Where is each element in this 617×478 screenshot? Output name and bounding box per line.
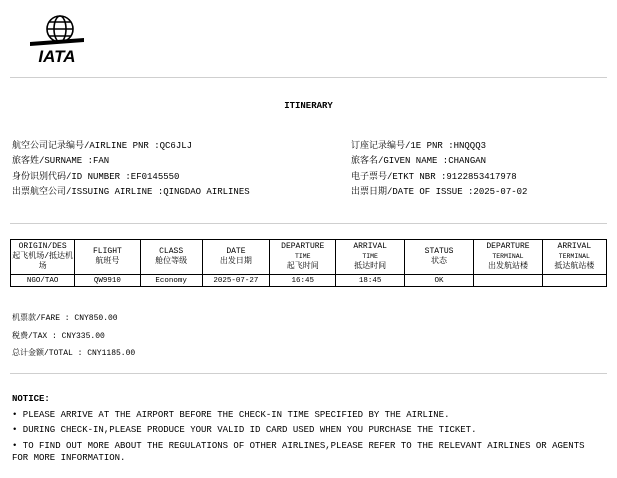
- cell-status: OK: [404, 275, 473, 287]
- cell-class: Economy: [140, 275, 202, 287]
- etkt-number: 电子票号/ETKT NBR :9122853417978: [351, 171, 517, 182]
- given-name: 旅客名/GIVEN NAME :CHANGAN: [351, 156, 487, 167]
- airline-pnr: 航空公司记录编号/AIRLINE PNR :QC6JLJ: [12, 141, 193, 151]
- col-status: STATUS 状态: [404, 240, 473, 275]
- col-flight: FLIGHT 航班号: [75, 240, 140, 275]
- notice-section: [12, 394, 602, 463]
- cell-date: 2025-07-27: [202, 275, 269, 287]
- notice-item: • TO FIND OUT MORE ABOUT THE REGULATIONS OF OTHER AIRLINES,PLEASE REFER TO THE RELEVANT AIRLINES OR AGENTS FOR MORE INFORMATION.: [12, 441, 585, 463]
- cell-origin-des: NGO/TAO: [11, 275, 75, 287]
- cell-departure-time: 16:45: [270, 275, 336, 287]
- table-header-row: [11, 240, 607, 275]
- issuing-airline: 出票航空公司/ISSUING AIRLINE :QINGDAO AIRLINES: [12, 186, 250, 197]
- table-row: [11, 275, 607, 287]
- passenger-info-right: [351, 139, 527, 200]
- col-departure-time: DEPARTURE TIME 起飞时间: [270, 240, 336, 275]
- divider-top: [10, 77, 607, 78]
- col-date: DATE 出发日期: [202, 240, 269, 275]
- document-title: ITINERARY: [284, 101, 333, 111]
- passenger-info-left: [12, 139, 250, 200]
- fare-summary: [12, 310, 135, 363]
- date-of-issue: 出票日期/DATE OF ISSUE :2025-07-02: [351, 186, 528, 197]
- fare-amount: 机票款/FARE : CNY850.00: [12, 314, 118, 323]
- cell-departure-terminal: [474, 275, 542, 287]
- divider-bottom: [10, 373, 607, 374]
- notice-item: • PLEASE ARRIVE AT THE AIRPORT BEFORE THE CHECK-IN TIME SPECIFIED BY THE AIRLINE.: [12, 410, 450, 420]
- col-class: CLASS 舱位等级: [140, 240, 202, 275]
- iata-logo-text: IATA: [38, 47, 76, 64]
- cell-arrival-terminal: [542, 275, 606, 287]
- notice-item: • DURING CHECK-IN,PLEASE PRODUCE YOUR VALID ID CARD USED WHEN YOU PURCHASE THE TICKET.: [12, 425, 477, 435]
- col-departure-terminal: DEPARTURE TERMINAL 出发航站楼: [474, 240, 542, 275]
- 1e-pnr: 订座记录编号/1E PNR :HNQQQ3: [351, 141, 487, 151]
- cell-arrival-time: 18:45: [336, 275, 404, 287]
- col-arrival-terminal: ARRIVAL TERMINAL 抵达航站楼: [542, 240, 606, 275]
- col-origin-des: ORIGIN/DES 起飞机场/抵达机场: [11, 240, 75, 275]
- notice-heading: NOTICE:: [12, 394, 50, 404]
- itinerary-table: [10, 239, 607, 287]
- total-amount: 总计金额/TOTAL : CNY1185.00: [12, 349, 136, 358]
- col-arrival-time: ARRIVAL TIME 抵达时间: [336, 240, 404, 275]
- iata-logo: [28, 12, 86, 64]
- cell-flight: QW9910: [75, 275, 140, 287]
- id-number: 身份识别代码/ID NUMBER :EF0145550: [12, 171, 180, 182]
- divider-mid: [10, 223, 607, 224]
- tax-amount: 税费/TAX : CNY335.00: [12, 331, 105, 341]
- surname: 旅客姓/SURNAME :FAN: [12, 156, 110, 167]
